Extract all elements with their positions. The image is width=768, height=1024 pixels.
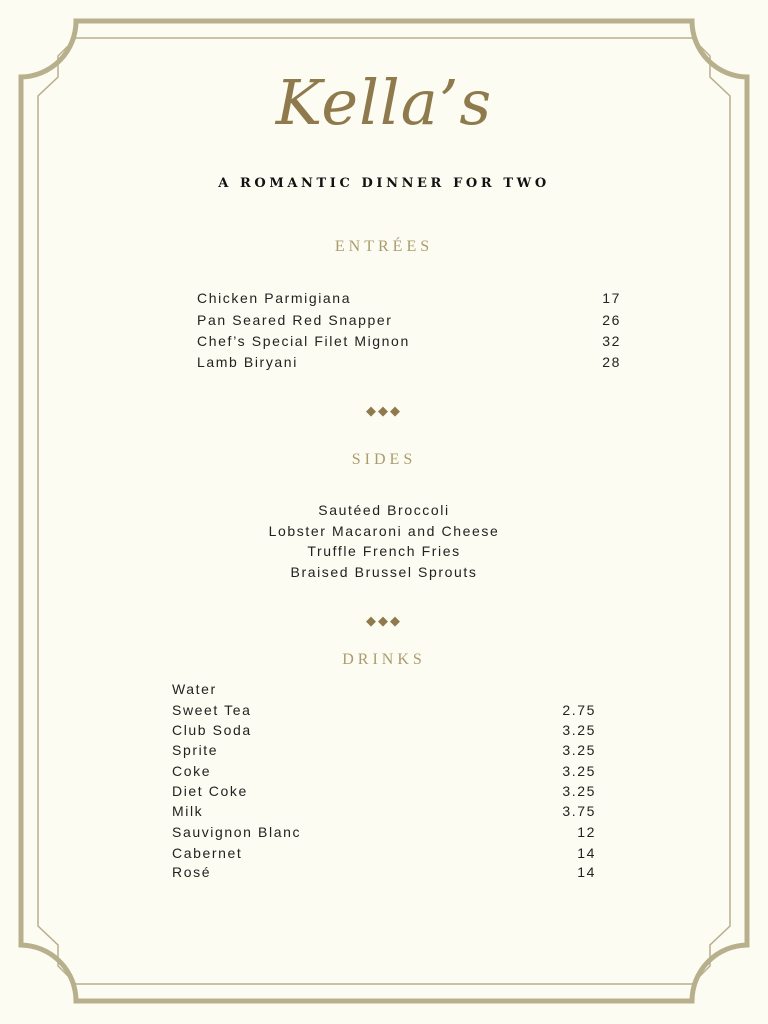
list-item	[172, 720, 596, 740]
item-price: 3.75	[562, 803, 596, 819]
list-item	[172, 679, 596, 699]
item-price: 3.25	[562, 762, 596, 779]
list-item	[172, 862, 596, 882]
list-item	[197, 352, 621, 372]
section-title-entrees: ENTRÉES	[334, 238, 434, 255]
restaurant-logo: Kella’s	[275, 66, 493, 139]
list-item: Braised Brussel Sprouts	[290, 563, 478, 580]
list-item	[172, 761, 596, 781]
item-price: 17	[602, 290, 621, 306]
list-item: Truffle French Fries	[307, 543, 461, 559]
menu-tagline: A ROMANTIC DINNER FOR TWO	[218, 176, 550, 191]
item-name: Lamb Biryani	[197, 354, 298, 370]
item-price: 3.25	[562, 783, 596, 799]
item-name: Chef’s Special Filet Mignon	[197, 333, 410, 349]
diamond-divider: ◆◆◆	[366, 403, 402, 418]
item-price: 12	[577, 824, 596, 840]
diamond-divider: ◆◆◆	[366, 613, 402, 628]
item-price: 14	[577, 864, 596, 880]
list-item	[172, 822, 596, 842]
item-name: Pan Seared Red Snapper	[197, 311, 393, 328]
item-price: 14	[577, 844, 596, 861]
item-name: Cabernet	[172, 844, 243, 861]
list-item	[197, 310, 621, 330]
item-name: Club Soda	[172, 721, 252, 738]
item-price: 3.25	[562, 742, 596, 758]
list-item	[172, 781, 596, 801]
list-item	[197, 331, 621, 351]
section-title-drinks: DRINKS	[342, 651, 426, 668]
list-item	[172, 700, 596, 720]
item-price: 32	[602, 333, 621, 349]
item-price: 28	[602, 354, 621, 370]
list-item: Lobster Macaroni and Cheese	[268, 522, 500, 539]
item-price: 2.75	[562, 701, 596, 718]
item-name: Milk	[172, 803, 204, 819]
item-name: Sweet Tea	[172, 701, 252, 718]
item-name: Diet Coke	[172, 783, 248, 799]
list-item	[172, 801, 596, 821]
item-name: Chicken Parmigiana	[197, 290, 352, 306]
item-name: Coke	[172, 762, 212, 779]
list-item: Sautéed Broccoli	[318, 502, 450, 518]
item-name: Sprite	[172, 742, 219, 758]
item-name: Sauvignon Blanc	[172, 824, 302, 840]
item-price: 26	[602, 311, 621, 328]
list-item	[172, 740, 596, 760]
item-name: Rosé	[172, 864, 212, 880]
item-name: Water	[172, 681, 217, 697]
item-price: 3.25	[562, 721, 596, 738]
list-item	[172, 843, 596, 863]
list-item	[197, 288, 621, 308]
section-title-sides: SIDES	[351, 451, 417, 468]
sides-list	[0, 500, 768, 582]
